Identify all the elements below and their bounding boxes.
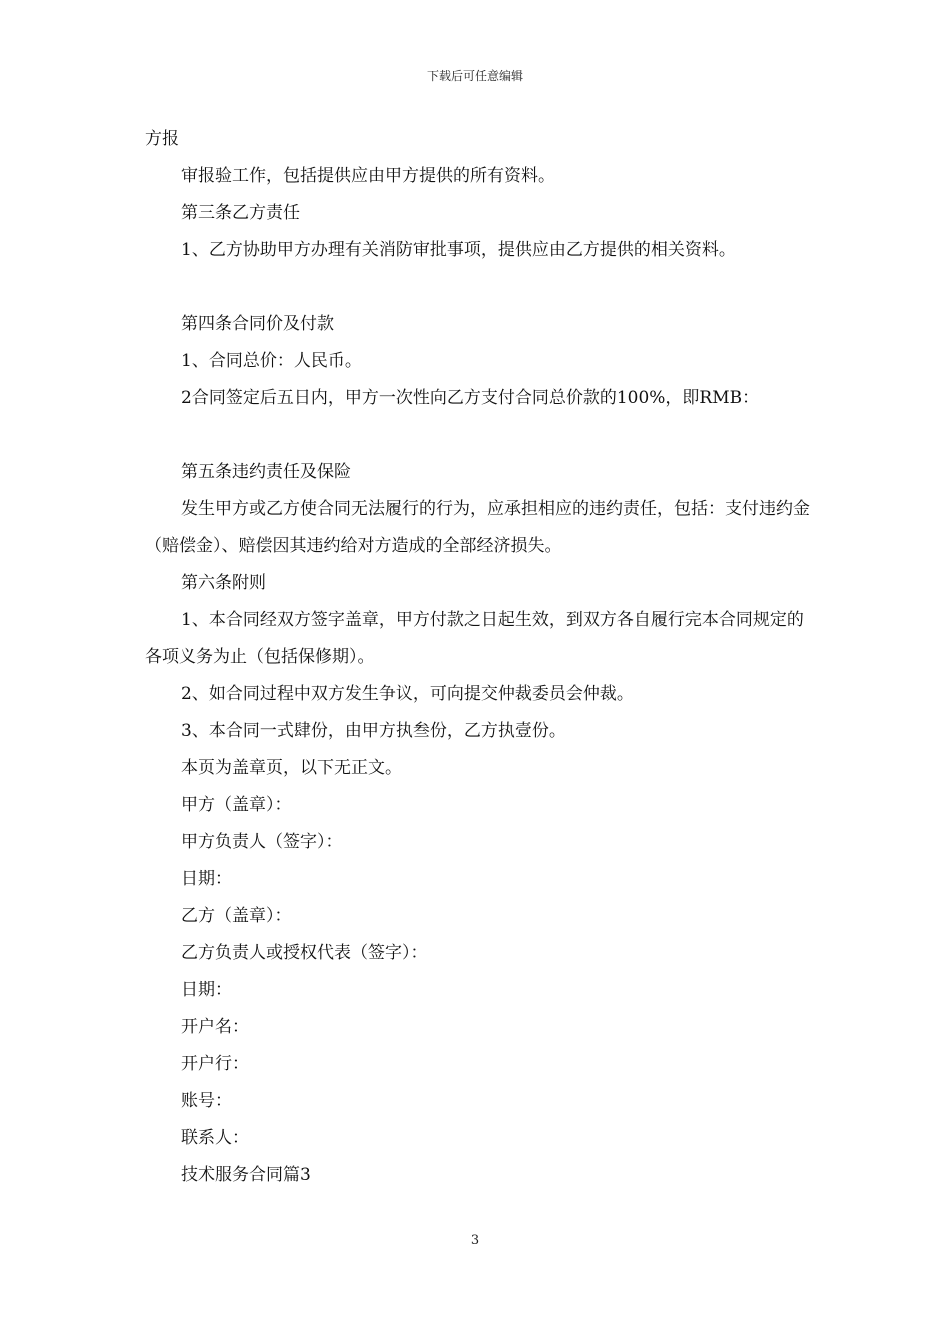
- page-number: 3: [470, 1233, 480, 1248]
- paragraph: 2合同签定后五日内，甲方一次性向乙方支付合同总价款的100%，即RMB：: [181, 388, 760, 408]
- paragraph: 1、合同总价：人民币。: [181, 351, 362, 371]
- signature-field: 日期：: [181, 980, 232, 1000]
- bank-field: 开户名：: [181, 1017, 249, 1037]
- signature-field: 乙方（盖章）：: [181, 906, 292, 926]
- blank-line: [145, 417, 810, 454]
- paragraph: 本页为盖章页，以下无正文。: [181, 758, 402, 778]
- bank-field: 账号：: [181, 1091, 232, 1111]
- signature-field: 甲方（盖章）：: [181, 795, 292, 815]
- signature-field: 甲方负责人（签字）：: [181, 832, 343, 852]
- page-header-note: 下载后可任意编辑: [426, 69, 523, 83]
- paragraph: 3、本合同一式肆份，由甲方执叁份，乙方执壹份。: [181, 721, 566, 741]
- signature-field: 乙方负责人或授权代表（签字）：: [181, 943, 428, 963]
- article-heading: 第四条合同价及付款: [181, 314, 334, 334]
- article-heading: 第六条附则: [181, 573, 266, 593]
- article-heading: 第三条乙方责任: [181, 203, 300, 223]
- paragraph: 1、本合同经双方签字盖章，甲方付款之日起生效，到双方各自履行完本合同规定的各项义务为止（包括保修期）。: [145, 610, 804, 667]
- section-heading: 技术服务合同篇3: [181, 1165, 311, 1185]
- paragraph: 1、乙方协助甲方办理有关消防审批事项，提供应由乙方提供的相关资料。: [181, 240, 736, 260]
- paragraph-continuation: 方报: [145, 129, 179, 149]
- blank-line: [145, 269, 810, 306]
- paragraph: 发生甲方或乙方使合同无法履行的行为，应承担相应的违约责任，包括：支付违约金（赔偿金）、赔偿因其违约给对方造成的全部经济损失。: [145, 499, 810, 556]
- signature-field: 日期：: [181, 869, 232, 889]
- bank-field: 开户行：: [181, 1054, 249, 1074]
- article-heading: 第五条违约责任及保险: [181, 462, 351, 482]
- bank-field: 联系人：: [181, 1128, 249, 1148]
- document-body: [145, 121, 810, 1194]
- paragraph: 审报验工作，包括提供应由甲方提供的所有资料。: [181, 166, 555, 186]
- paragraph: 2、如合同过程中双方发生争议，可向提交仲裁委员会仲裁。: [181, 684, 634, 704]
